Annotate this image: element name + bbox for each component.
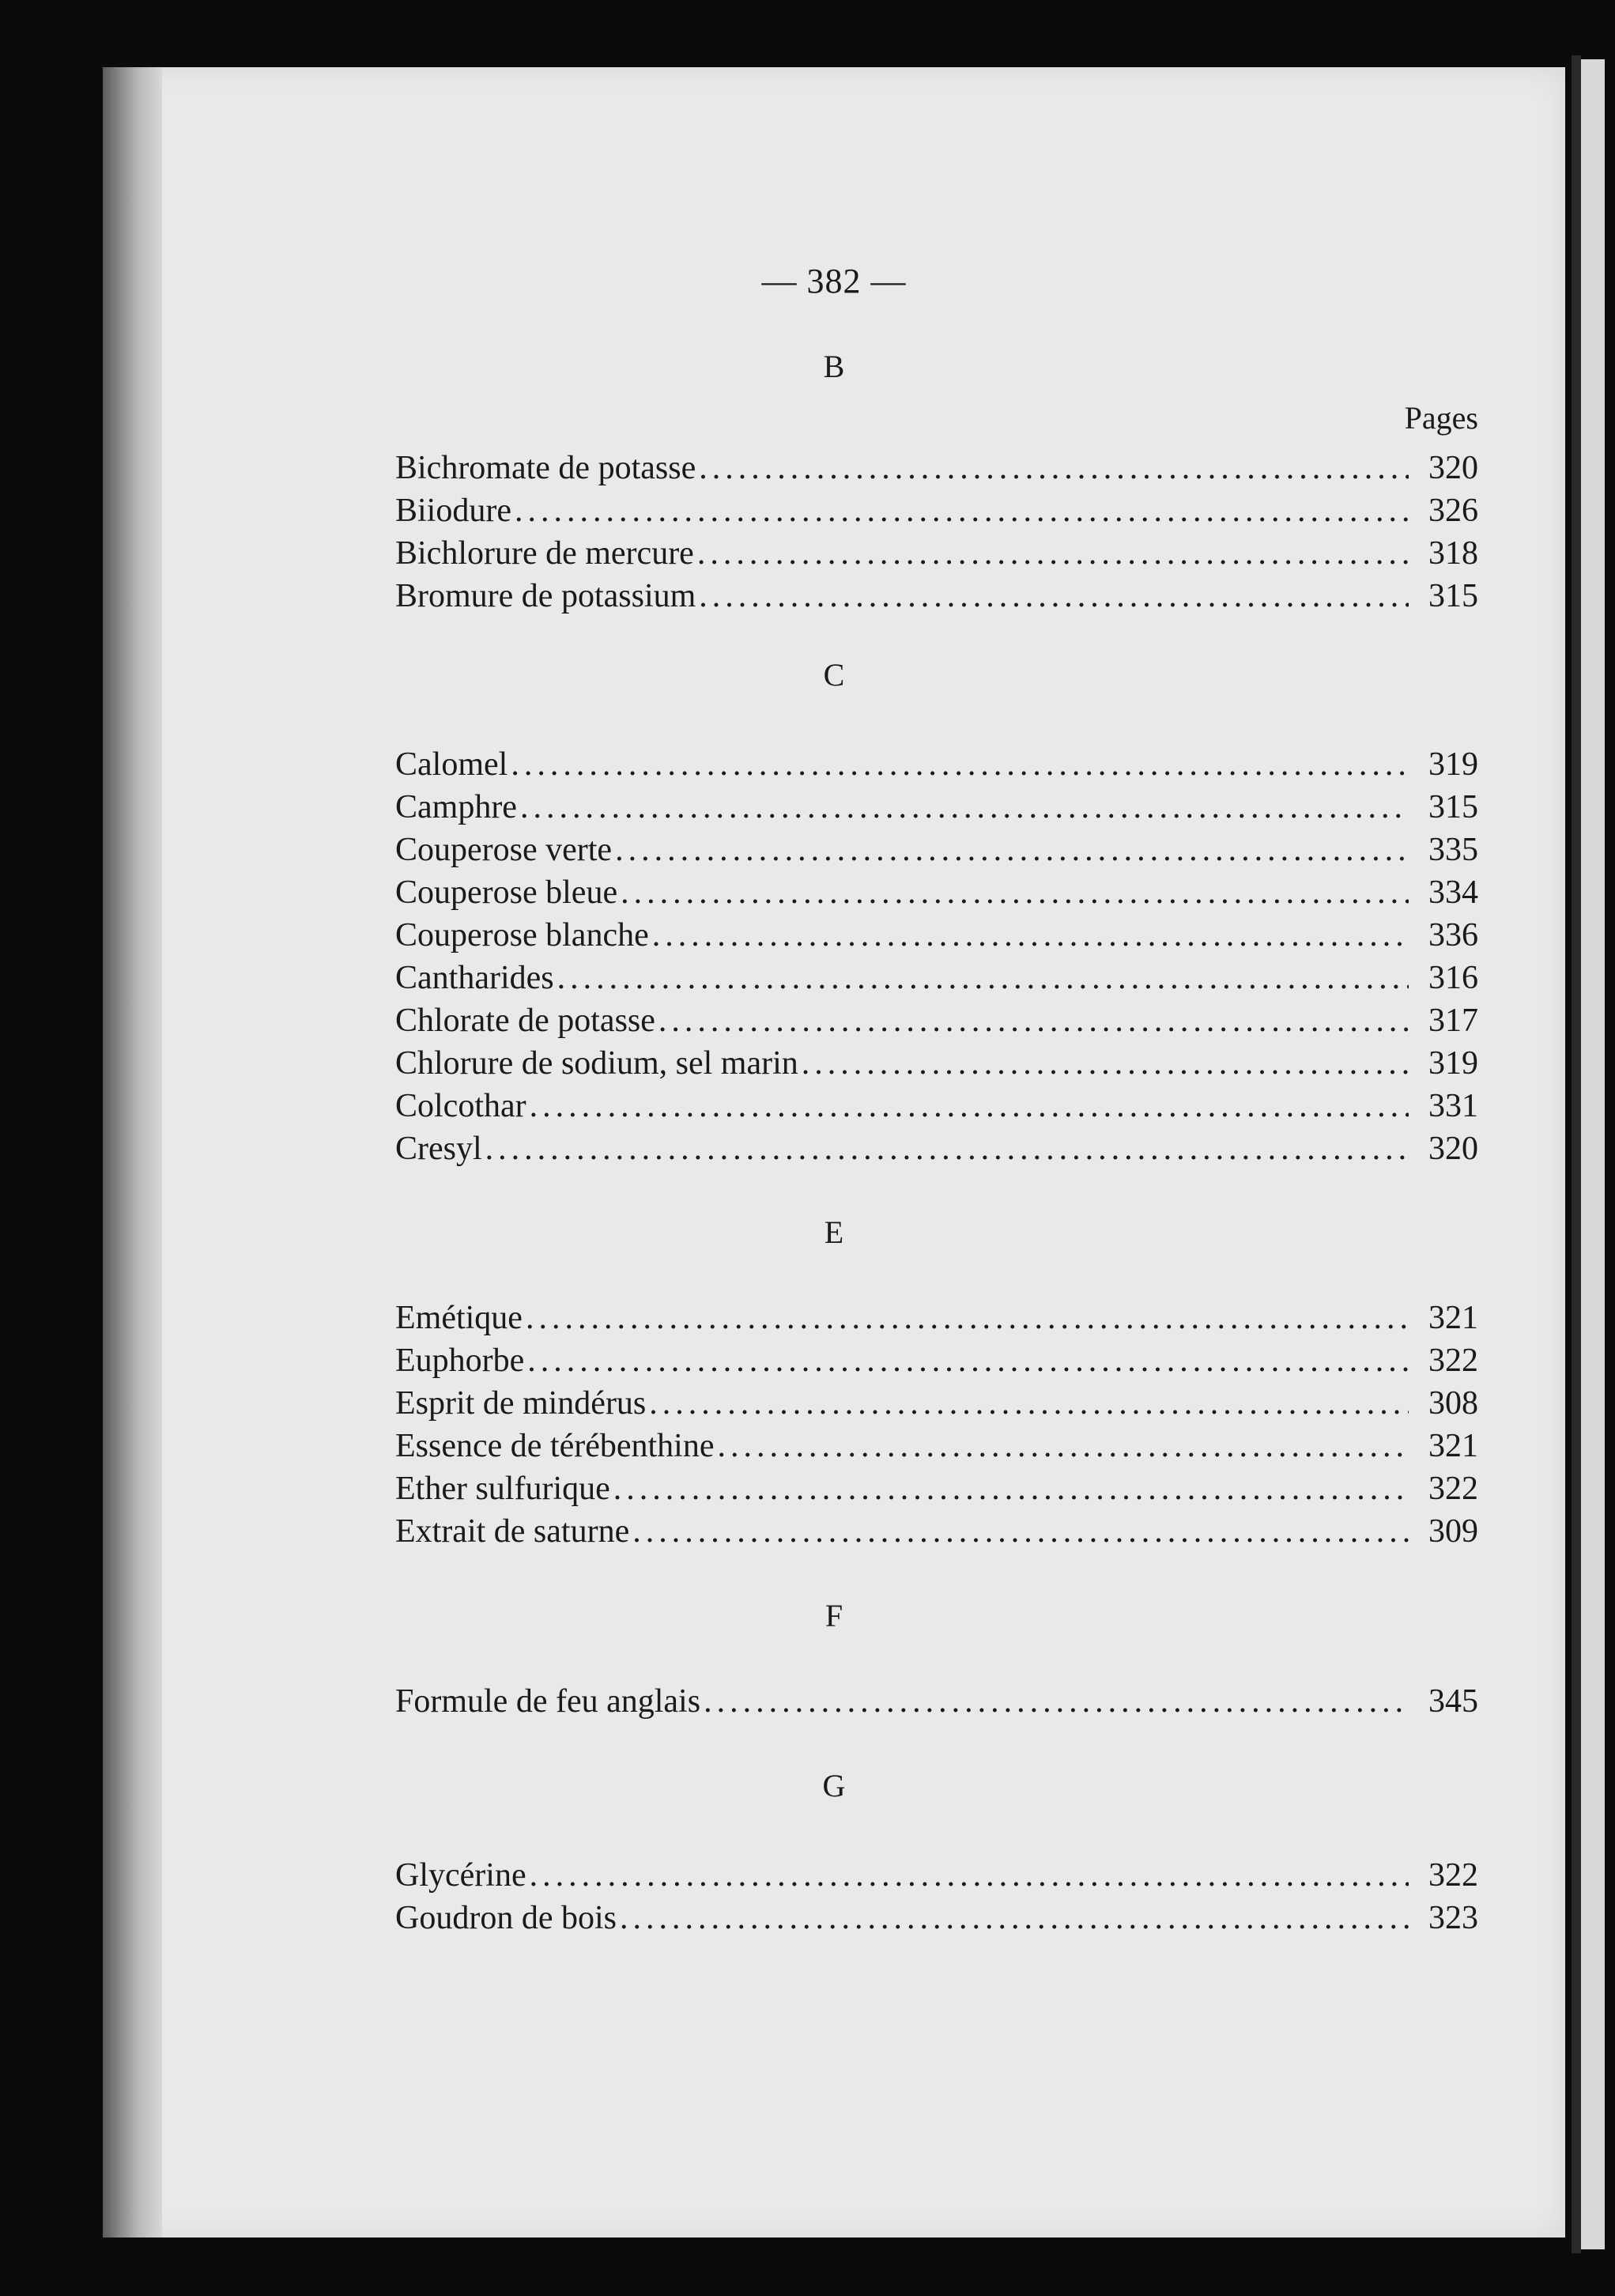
entry-page: 319: [1428, 746, 1478, 783]
entry-page: 336: [1428, 917, 1478, 954]
entry-label: Cresyl: [395, 1131, 482, 1167]
index-entry: [395, 1339, 1478, 1382]
index-entry: [395, 829, 1478, 871]
leader-dots: [649, 1382, 1409, 1425]
entry-label: Formule de feu anglais: [395, 1683, 701, 1720]
leader-dots: [699, 575, 1409, 617]
entry-label: Bromure de potassium: [395, 578, 696, 614]
leader-dots: [613, 1467, 1409, 1510]
leader-dots: [717, 1425, 1409, 1467]
pages-column-header: Pages: [1404, 400, 1478, 436]
index-entry: [395, 871, 1478, 914]
leader-dots: [511, 743, 1409, 786]
leader-dots: [632, 1510, 1409, 1553]
entry-label: Essence de térébenthine: [395, 1428, 715, 1464]
leader-dots: [530, 1854, 1409, 1897]
entry-page: 326: [1428, 493, 1478, 529]
entry-page: 315: [1428, 789, 1478, 825]
entry-label: Couperose verte: [395, 832, 613, 868]
section-letter-c: C: [823, 657, 845, 693]
entry-label: Emétique: [395, 1300, 523, 1336]
leader-dots: [802, 1042, 1409, 1085]
entry-page: 322: [1428, 1857, 1478, 1894]
index-entry: [395, 1425, 1478, 1467]
entry-label: Biiodure: [395, 493, 511, 529]
leader-dots: [620, 1897, 1409, 1939]
index-entry: [395, 1897, 1478, 1939]
index-entry: [395, 743, 1478, 786]
next-page-edge-shadow: [1572, 55, 1581, 2253]
entry-label: Calomel: [395, 746, 508, 783]
leader-dots: [704, 1680, 1409, 1723]
index-entry: [395, 1085, 1478, 1127]
index-entry: [395, 1680, 1478, 1723]
leader-dots: [658, 999, 1409, 1042]
entry-page: 322: [1428, 1342, 1478, 1379]
index-entry: [395, 1127, 1478, 1170]
entry-page: 321: [1428, 1428, 1478, 1464]
leader-dots: [520, 786, 1409, 829]
entry-page: 335: [1428, 832, 1478, 868]
entry-label: Glycérine: [395, 1857, 526, 1894]
leader-dots: [621, 871, 1409, 914]
entry-label: Couperose bleue: [395, 874, 618, 911]
entry-label: Ether sulfurique: [395, 1471, 610, 1507]
entry-label: Bichromate de potasse: [395, 450, 696, 486]
entry-page: 308: [1428, 1385, 1478, 1422]
leader-dots: [699, 447, 1409, 489]
entry-page: 320: [1428, 450, 1478, 486]
index-entry: [395, 786, 1478, 829]
index-entry: [395, 532, 1478, 575]
entry-label: Extrait de saturne: [395, 1513, 630, 1550]
entry-page: 315: [1428, 578, 1478, 614]
entry-page: 331: [1428, 1088, 1478, 1124]
leader-dots: [615, 829, 1409, 871]
entry-page: 316: [1428, 960, 1478, 996]
entry-page: 320: [1428, 1131, 1478, 1167]
next-page-edge: [1581, 59, 1605, 2249]
index-entry: [395, 575, 1478, 617]
index-entry: [395, 447, 1478, 489]
entry-label: Chlorate de potasse: [395, 1003, 655, 1039]
entry-label: Cantharides: [395, 960, 554, 996]
entry-page: 323: [1428, 1900, 1478, 1936]
book-page: [103, 67, 1565, 2237]
entry-page: 309: [1428, 1513, 1478, 1550]
entry-label: Esprit de mindérus: [395, 1385, 647, 1422]
section-letter-f: F: [824, 1598, 843, 1633]
leader-dots: [485, 1127, 1409, 1170]
page-binding-shadow: [103, 67, 162, 2237]
entry-page: 322: [1428, 1471, 1478, 1507]
entry-page: 345: [1428, 1683, 1478, 1720]
index-entry: [395, 1382, 1478, 1425]
index-entry: [395, 1510, 1478, 1553]
leader-dots: [697, 532, 1409, 575]
index-entry: [395, 914, 1478, 957]
section-letter-g: G: [822, 1768, 846, 1803]
leader-dots: [652, 914, 1409, 957]
section-letter-b: B: [823, 349, 845, 384]
index-entry: [395, 1854, 1478, 1897]
entry-page: 334: [1428, 874, 1478, 911]
entry-label: Euphorbe: [395, 1342, 525, 1379]
index-entry: [395, 999, 1478, 1042]
index-entry: [395, 1297, 1478, 1339]
entry-label: Colcothar: [395, 1088, 526, 1124]
leader-dots: [527, 1339, 1409, 1382]
page-number: — 382 —: [761, 262, 907, 300]
entry-label: Goudron de bois: [395, 1900, 617, 1936]
entry-page: 317: [1428, 1003, 1478, 1039]
index-entry: [395, 1467, 1478, 1510]
entry-label: Chlorure de sodium, sel marin: [395, 1045, 798, 1082]
entry-label: Camphre: [395, 789, 517, 825]
leader-dots: [530, 1085, 1409, 1127]
index-entry: [395, 957, 1478, 999]
index-entry: [395, 1042, 1478, 1085]
entry-label: Bichlorure de mercure: [395, 535, 694, 572]
section-letter-e: E: [824, 1214, 844, 1250]
leader-dots: [515, 489, 1409, 532]
entry-page: 319: [1428, 1045, 1478, 1082]
entry-page: 321: [1428, 1300, 1478, 1336]
entry-label: Couperose blanche: [395, 917, 649, 954]
leader-dots: [526, 1297, 1409, 1339]
index-entry: [395, 489, 1478, 532]
entry-page: 318: [1428, 535, 1478, 572]
leader-dots: [557, 957, 1409, 999]
